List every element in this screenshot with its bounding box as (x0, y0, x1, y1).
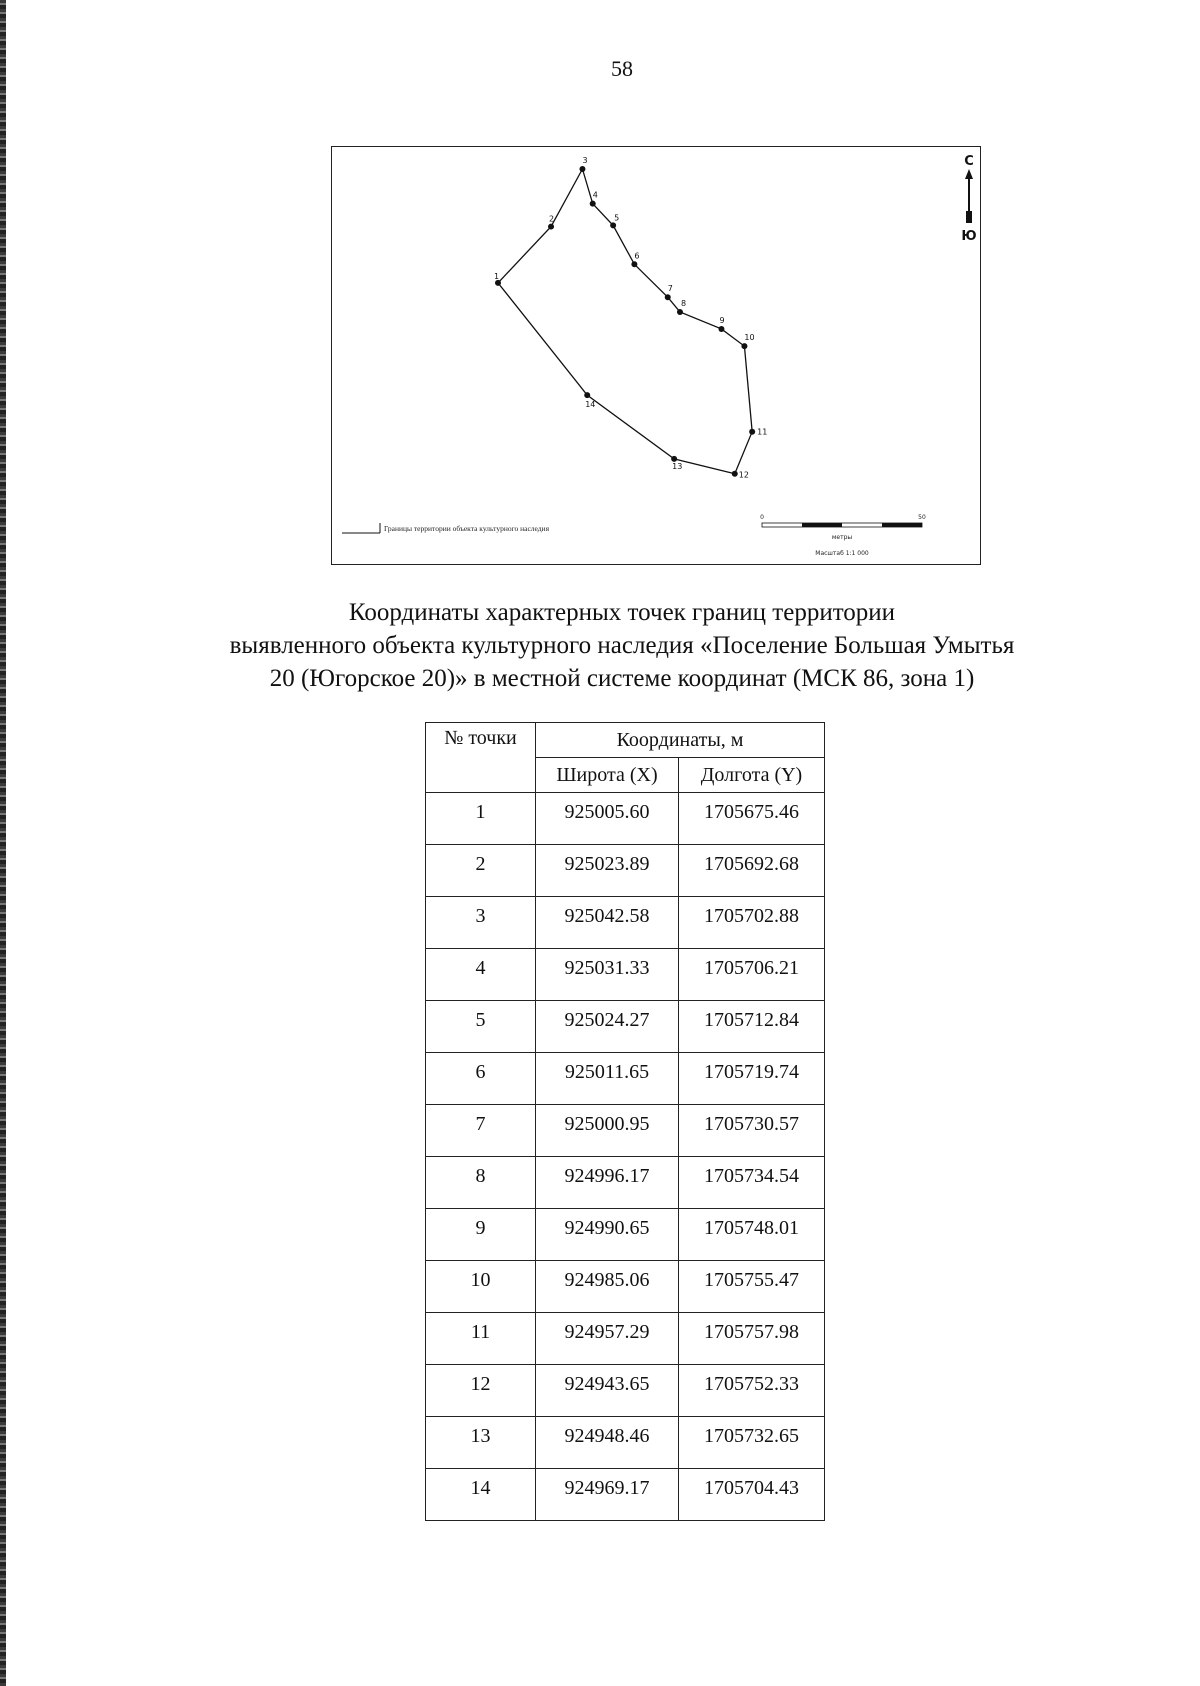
table-row (426, 897, 825, 949)
longitude-cell: 1705706.21 (679, 949, 825, 1001)
boundary-point-marker (584, 392, 590, 398)
boundary-point-marker (665, 294, 671, 300)
latitude-cell: 925011.65 (536, 1053, 679, 1105)
table-row (426, 845, 825, 897)
boundary-point-marker (610, 222, 616, 228)
scale-start-label: 0 (760, 514, 764, 521)
point-number-cell: 13 (426, 1417, 536, 1469)
latitude-cell: 925031.33 (536, 949, 679, 1001)
scale-end-label: 50 (918, 514, 926, 521)
boundary-point-marker (677, 309, 683, 315)
boundary-point-label: 6 (634, 251, 640, 261)
scale-units-label: метры (831, 534, 853, 541)
longitude-cell: 1705755.47 (679, 1261, 825, 1313)
boundary-point-marker (579, 166, 585, 172)
longitude-cell: 1705675.46 (679, 793, 825, 845)
page-number: 58 (611, 56, 633, 81)
boundary-point-label: 12 (738, 470, 749, 480)
legend-text: Границы территории объекта культурного наследия (384, 524, 550, 533)
boundary-point-marker (732, 471, 738, 477)
point-number-cell: 9 (426, 1209, 536, 1261)
boundary-point-label: 10 (744, 333, 755, 343)
boundary-point-label: 9 (719, 315, 725, 325)
point-number-cell: 1 (426, 793, 536, 845)
south-label: Ю (961, 229, 977, 244)
boundary-point-label: 5 (614, 213, 620, 223)
table-caption (150, 596, 1094, 695)
latitude-cell: 924943.65 (536, 1365, 679, 1417)
boundary-point-label: 11 (757, 427, 768, 437)
boundary-point-label: 8 (680, 298, 687, 308)
scan-edge (0, 0, 6, 1686)
scale-ratio-label: Масштаб 1:1 000 (815, 550, 869, 557)
longitude-cell: 1705752.33 (679, 1365, 825, 1417)
longitude-cell: 1705730.57 (679, 1105, 825, 1157)
boundary-point-label: 2 (549, 214, 555, 224)
latitude-cell: 925000.95 (536, 1105, 679, 1157)
point-number-cell: 7 (426, 1105, 536, 1157)
boundary-map (331, 146, 981, 565)
latitude-cell: 925042.58 (536, 897, 679, 949)
boundary-points (494, 156, 767, 480)
table-row (426, 949, 825, 1001)
longitude-cell: 1705719.74 (679, 1053, 825, 1105)
latitude-cell: 924948.46 (536, 1417, 679, 1469)
latitude-cell: 924996.17 (536, 1157, 679, 1209)
point-number-cell: 11 (426, 1313, 536, 1365)
caption-line-2: выявленного объекта культурного наследия «Поселение Большая Умытья (229, 632, 1015, 659)
boundary-point-marker (631, 261, 637, 267)
table-row (426, 1209, 825, 1261)
point-number-cell: 5 (426, 1001, 536, 1053)
table-row (426, 1157, 825, 1209)
boundary-point-marker (590, 201, 596, 207)
boundary-polygon (498, 169, 755, 474)
point-number-cell: 4 (426, 949, 536, 1001)
scale-bar (760, 514, 926, 557)
point-number-cell: 14 (426, 1469, 536, 1521)
boundary-point-label: 4 (592, 190, 598, 200)
boundary-point-marker (718, 326, 724, 332)
boundary-point-marker (548, 224, 554, 230)
table-row (426, 1001, 825, 1053)
longitude-cell: 1705734.54 (679, 1157, 825, 1209)
point-number-cell: 10 (426, 1261, 536, 1313)
longitude-cell: 1705692.68 (679, 845, 825, 897)
latitude-cell: 924957.29 (536, 1313, 679, 1365)
header-coordinates: Координаты, м (536, 723, 825, 758)
longitude-cell: 1705732.65 (679, 1417, 825, 1469)
point-number-cell: 2 (426, 845, 536, 897)
boundary-point-label: 3 (582, 156, 588, 165)
point-number-cell: 3 (426, 897, 536, 949)
point-number-cell: 8 (426, 1157, 536, 1209)
caption-line-3: 20 (Югорское 20)» в местной системе координат (МСК 86, зона 1) (269, 665, 975, 692)
table-row (426, 793, 825, 845)
coordinates-table-body (426, 793, 825, 1521)
point-number-cell: 12 (426, 1365, 536, 1417)
table-row (426, 1105, 825, 1157)
coordinates-table (425, 722, 825, 1521)
north-arrow-icon (961, 154, 976, 244)
latitude-cell: 924990.65 (536, 1209, 679, 1261)
latitude-cell: 924985.06 (536, 1261, 679, 1313)
latitude-cell: 924969.17 (536, 1469, 679, 1521)
boundary-point-marker (741, 343, 747, 349)
boundary-point-label: 7 (667, 284, 673, 294)
caption-line-1: Координаты характерных точек границ территории (348, 599, 896, 626)
longitude-cell: 1705748.01 (679, 1209, 825, 1261)
boundary-point-label: 13 (672, 461, 683, 471)
map-legend (342, 523, 550, 533)
header-longitude: Долгота (Y) (679, 758, 825, 793)
longitude-cell: 1705704.43 (679, 1469, 825, 1521)
boundary-map-svg (332, 147, 982, 566)
boundary-point-label: 14 (585, 400, 596, 410)
longitude-cell: 1705702.88 (679, 897, 825, 949)
boundary-point-marker (749, 429, 755, 435)
table-row (426, 1261, 825, 1313)
table-row (426, 1365, 825, 1417)
header-point-number: № точки (426, 723, 536, 793)
latitude-cell: 925005.60 (536, 793, 679, 845)
latitude-cell: 925024.27 (536, 1001, 679, 1053)
table-row (426, 1313, 825, 1365)
table-row (426, 1469, 825, 1521)
longitude-cell: 1705712.84 (679, 1001, 825, 1053)
north-label: С (964, 154, 974, 169)
point-number-cell: 6 (426, 1053, 536, 1105)
boundary-point-label: 1 (494, 271, 500, 281)
table-row (426, 1417, 825, 1469)
latitude-cell: 925023.89 (536, 845, 679, 897)
table-row (426, 1053, 825, 1105)
longitude-cell: 1705757.98 (679, 1313, 825, 1365)
header-latitude: Широта (X) (536, 758, 679, 793)
